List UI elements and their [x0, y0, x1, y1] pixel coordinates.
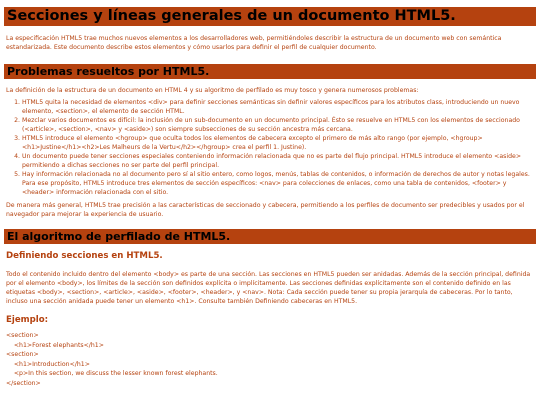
list-item: 1. HTML5 quita la necesidad de elementos <div> para definir secciones semánticas sin definir valores específicos para los atributos class, introduciendo un nuevo elemento, <section>, el elemento de sección HTML. [22, 98, 534, 116]
example-heading: Ejemplo: [6, 315, 49, 325]
intro-paragraph: La especificación HTML5 trae muchos nuevos elementos a los desarrolladores web, permitiéndoles describir la estructura de un documento web con semántica estandarizada. Este documento describe estos elementos y cómo usarlos para definir el perfil de cualquier documento. [6, 35, 502, 51]
page-title: Secciones y líneas generales de un documento HTML5. [4, 7, 536, 26]
code-line: <p>In this section, we discuss the lesser known forest elephants. [6, 370, 218, 377]
defining-sections-body: Todo el contenido incluido dentro del elemento <body> es parte de una sección. Las secciones en HTML5 pueden ser anidadas. Además de la sección principal, definida por el elemento <body>, los límites de la sección son definidos explícita o implícitamente. Las secciones definidas explícitamente son el contenido definido en las etiquetas <body>, <section>, <article>, <aside>, <footer>, <header>, y <nav>. Nota: Cada sección puede tener su propia jerarquía de cabeceras. Por lo tanto, incluso una sección anidada puede tener un elemento <h1>. Consulte también Definiendo cabeceras en HTML5. [6, 271, 531, 305]
code-line: <section> [6, 351, 39, 358]
subheading-defining-sections: Definiendo secciones en HTML5. [6, 251, 163, 261]
section-heading-problems: Problemas resueltos por HTML5. [4, 64, 536, 79]
code-line: <section> [6, 332, 39, 339]
code-example [0, 331, 540, 388]
list-item: 3. HTML5 introduce el elemento <hgroup> que oculta todos los elementos de cabecera excepto el primero de más alto rango (por ejemplo, <hgroup><h1>Justine</h1><h2>Les Malheurs de la Vertu</h2></hgroup> crea el perfil 1. Justine). [22, 134, 534, 152]
section-heading-algorithm: El algoritmo de perfilado de HTML5. [4, 229, 536, 244]
code-line: </section> [6, 379, 41, 387]
problems-lead: La definición de la estructura de un documento en HTML 4 y su algoritmo de perfilado es muy tosco y genera numerosos problemas: [6, 87, 419, 94]
code-line: <h1>Forest elephants</h1> [6, 341, 104, 349]
problems-list [0, 98, 540, 197]
list-item: 4. Un documento puede tener secciones especiales conteniendo información relacionada que no es parte del flujo principal. HTML5 introduce el elemento <aside> permitiendo a dichas secciones no ser parte del perfil principal. [22, 152, 534, 170]
list-item: 2. Mezclar varios documentos es difícil: la inclusión de un sub-documento en un documento principal. Ésto se resuelve en HTML5 con los elementos de seccionado (<article>, <section>, <nav> y <aside>) son siempre subsecciones de su sección ancestra más cercana. [22, 116, 534, 134]
list-item: 5. Hay información relacionada no al documento pero sí al sitio entero, como logos, menús, tablas de contenidos, o información de derechos de autor y notas legales. Para ese propósito, HTML5 introduce tres elementos de sección específicos: <nav> para colecciones de enlaces, como una tabla de contenidos, <footer> y <header> información relacionada con el sitio. [22, 170, 534, 197]
code-line: <h1>Introduction</h1> [6, 360, 90, 368]
problems-closing: De manera más general, HTML5 trae precisión a las características de seccionado y cabecera, permitiendo a los perfiles de documento ser predecibles y usados por el navegador para mejorar la experiencia de usuario. [6, 202, 525, 218]
